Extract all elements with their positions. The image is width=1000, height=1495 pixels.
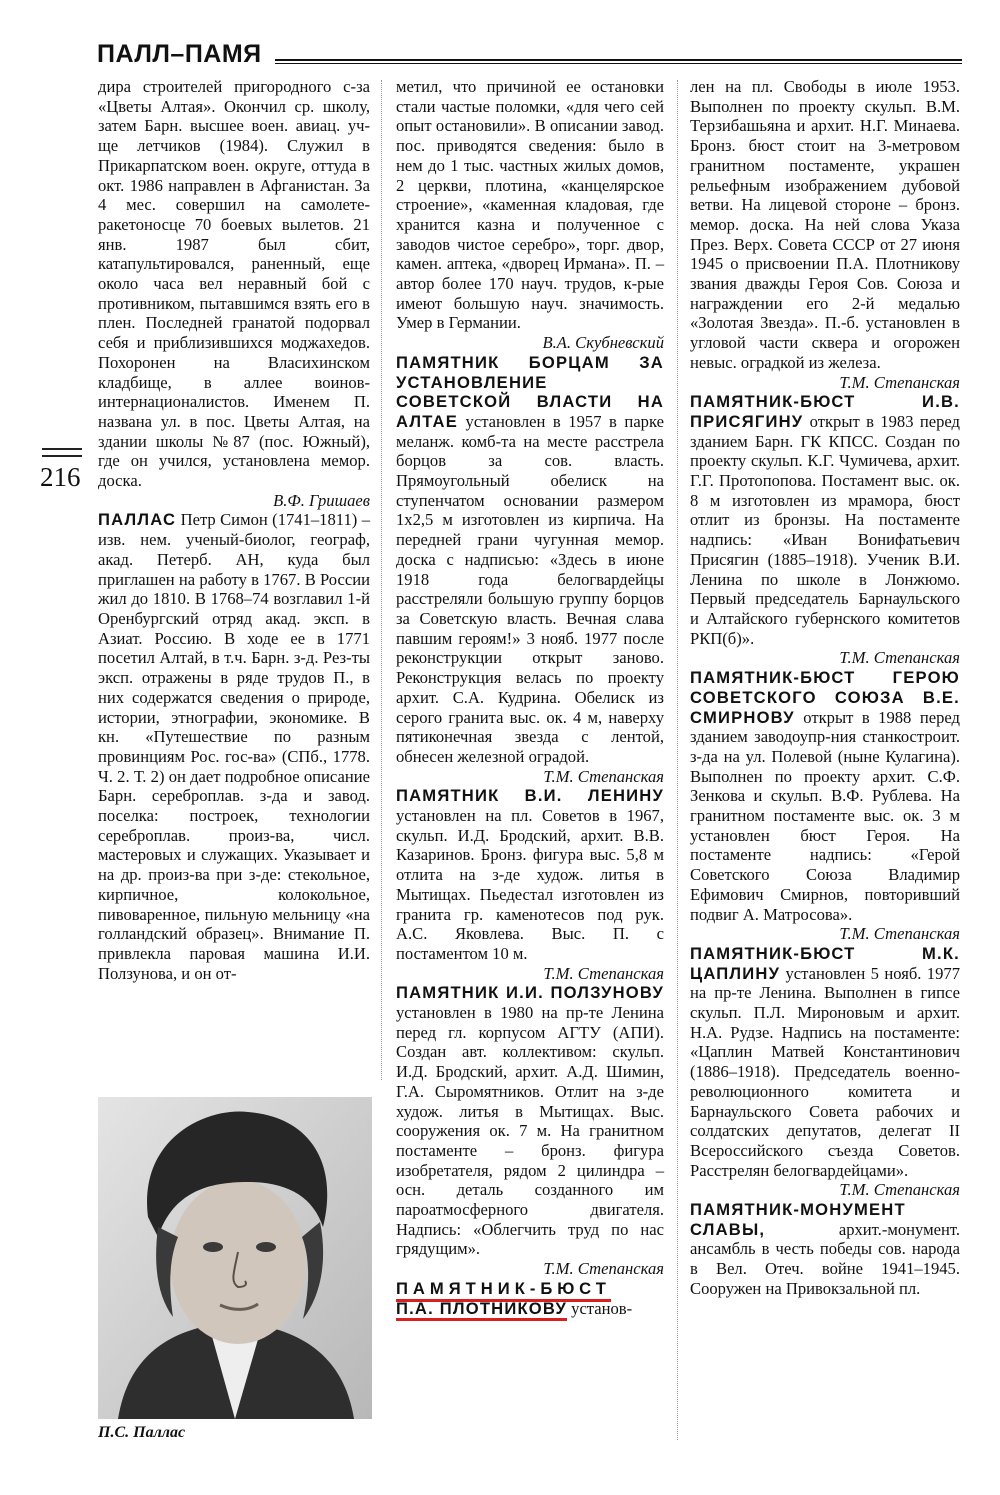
entry-heading: ПАМЯТНИК БОРЦАМ ЗА УСТАНОВЛЕНИЕ СОВЕТСКОЙ ВЛАСТИ НА АЛТАЕ <box>396 352 664 431</box>
highlighted-heading: ПАМЯТНИК-БЮСТ <box>396 1279 611 1302</box>
page-number-rule <box>42 448 82 450</box>
article-author: Т.М. Степанская <box>839 648 960 668</box>
article-monument-polzunov <box>396 983 664 1259</box>
article-bust-tsaplin <box>690 944 960 1180</box>
highlighted-heading: П.А. ПЛОТНИКОВУ <box>396 1299 567 1321</box>
article-bust-smirnov <box>690 668 960 924</box>
page-number-rule <box>42 455 82 457</box>
entry-text: открыт в 1983 перед зданием Барн. ГК КПСС. Создан по проекту скульп. К.Г. Чумичева, архит. Г.Г. Протопопова. Постамент выс. ок. 8 м изготовлен из мрамора, бюст отлит из бронзы. На постаменте надпись: «Иван Вонифатьевич Присягин (1885–1918). Ученик В.И. Ленина по школе в Лонжюмо. Первый председатель Барнаульского и Алтайского губернского комитетов РКП(б)». <box>690 411 960 648</box>
article-monument-lenin <box>396 786 664 963</box>
entry-text: Петр Симон (1741–1811) – изв. нем. ученый-биолог, географ, акад. Петерб. АН, куда был приглашен на работу в 1767. В России жил до 1810. В 1768–74 возглавил 1-й Оренбургский отряд акад. эксп. в Азиат. Россию. В ходе ее в 1771 посетил Алтай, в т.ч. Барн. з-д. Рез-ты эксп. отражены в ряде трудов П., в них содержатся сведения о природе, истории, этнографии, экономике. В кн. «Путешествие по разным провинциям Рос. гос-ва» (СПб., 1778. Ч. 2. Т. 2) он дает подробное описание Барн. сереброплав. з-да и завод. поселка: построек, технологии сереброплав. произ-ва, числ. мастеровых и служащих. Указывает и на др. произ-ва при з-де: стекольное, кирпичное, колокольное, пивоваренное, пильную мельницу «на голландский образец». Внимание П. привлекла паровая машина И.И. Ползунова, и он от- <box>98 510 371 983</box>
entry-heading: ПАМЯТНИК И.И. ПОЛЗУНОВУ <box>396 983 664 1003</box>
entry-text: установлен 5 нояб. 1977 на пр-те Ленина. Выполнен в гипсе скульп. П.Л. Мироновым и архит. Н.А. Рудзе. Надпись на постаменте: «Цаплин Матвей Константинович (1886–1918). Председатель военно-революционного комитета и Барнаульского Совета рабочих и солдатских депутатов, делегат II Всероссийского съезда Советов. Расстрелян белогвардейцами». <box>690 963 960 1180</box>
article-bust-plotnikov <box>396 1279 664 1318</box>
entry-heading: ПАМЯТНИК-МОНУМЕНТ СЛАВЫ, <box>690 1200 906 1239</box>
entry-heading: ПАМЯТНИК В.И. ЛЕНИНУ <box>396 786 664 806</box>
article-author: Т.М. Степанская <box>839 1180 960 1200</box>
article-author: Т.М. Степанская <box>543 766 664 786</box>
article-continuation: метил, что причиной ее остановки стали частые поломки, «для чего сей опыт остановили». В описании завод. пос. приводятся сведения: было в нем до 1 тыс. частных жилых домов, 2 церкви, плотина, «канцелярское строение», «каменная кладовая, где хранится казна и полученное с заводов чистое серебро», торг. двор, камен. аптека, «дворец Ирмана». П. – автор более 170 науч. трудов, к-рые имеют большую науч. значимость. Умер в Германии. <box>396 77 664 333</box>
portrait-image <box>98 1097 372 1419</box>
entry-text: установлен на пл. Советов в 1967, скульп. И.Д. Бродский, архит. В.В. Казаринов. Бронз. фигура выс. 5,8 м отлита на з-де худож. литья в Мытищах. Пьедестал изготовлен из гранита гр. каменотесов под рук. А.С. Яковлева. Выс. П. с постаментом 10 м. <box>396 806 664 963</box>
article-author: В.А. Скубневский <box>542 333 664 353</box>
entry-text: архит.-монумент. ансамбль в честь победы сов. народа в Вел. Отеч. войне 1941–1945. Сооружен на Привокзальной пл. <box>690 1219 960 1298</box>
entry-text: установлен в 1980 на пр-те Ленина перед гл. корпусом АГТУ (АПИ). Создан авт. коллективом: скульп. И.Д. Бродский, архит. А.Д. Шимин, Г.А. Сыромятников. Отлит на з-де худож. литья в Мытищах. Выс. сооружения ок. 7 м. На гранитном постаменте – бронз. фигура изобретателя, рядом 2 цилиндра – осн. деталь созданного им пароатмосферного двигателя. Надпись: «Облегчить труд по нас грядущим». <box>396 1003 664 1259</box>
article-bust-prisyagin <box>690 392 960 648</box>
entry-text: открыт в 1988 перед зданием заводоупр-ния станкостроит. з-да на ул. Полевой (ныне Кулагина). Выполнен по проекту архит. С.Ф. Зенкова и скульп. В.Ф. Рублева. На гранитном постаменте выс. ок. 3 м установлен бюст Героя. На постаменте надпись: «Герой Советского Союза Владимир Ефимович Смирнов, повторивший подвиг А. Матросова». <box>690 707 960 924</box>
header-rule <box>275 59 962 61</box>
running-header-title: ПАЛЛ–ПАМЯ <box>97 40 262 68</box>
column-2 <box>396 77 664 1318</box>
column-1 <box>98 77 370 983</box>
portrait-illustration <box>98 1097 372 1419</box>
article-author: Т.М. Степанская <box>543 1259 664 1279</box>
entry-heading: ПАМЯТНИК-БЮСТ М.К. ЦАПЛИНУ <box>690 943 960 983</box>
article-monument-fighters <box>396 353 664 767</box>
entry-heading: ПАМЯТНИК-БЮСТ ГЕРОЮ СОВЕТСКОГО СОЮЗА В.Е. СМИРНОВУ <box>690 668 960 727</box>
running-header <box>97 40 962 70</box>
article-continuation: дира строителей пригородного с-за «Цветы Алтая». Окончил ср. школу, затем Барн. высшее воен. авиац. уч-ще летчиков (1984). Служил в Прикарпатском воен. округе, оттуда в окт. 1986 направлен в Афганистан. За 4 мес. совершил на самолете-ракетоносце 70 боевых вылетов. 21 янв. 1987 был сбит, катапультировался, раненный, еще около часа вел неравный бой с противником, пытавшимся взять его в плен. Последней гранатой подорвал себя и приблизившихся моджахедов. Похоронен на Власихинском кладбище, в аллее воинов-интернационалистов. Именем П. названа ул. в пос. Цветы Алтая, на здании школы №87 (пос. Южный), где он учился, установлена мемор. доска. <box>98 77 370 491</box>
column-divider <box>381 80 382 1080</box>
page-number: 216 <box>40 462 81 492</box>
article-author: Т.М. Степанская <box>839 372 960 392</box>
entry-heading: ПАЛЛАС <box>98 510 177 530</box>
entry-text: установ- <box>571 1298 633 1318</box>
article-monument-glory <box>690 1200 960 1299</box>
article-continuation: лен на пл. Свободы в июле 1953. Выполнен по проекту скульп. В.М. Терзибашьяна и архит. Н.Г. Минаева. Бронз. бюст стоит на 3-метровом гранитном постаменте, украшен рельефным изображением дубовой ветви. На лицевой стороне – бронз. мемор. доска. На ней слова Указа През. Верх. Совета СССР от 27 июня 1945 о присвоении П.А. Плотникову звания дважды Героя Сов. Союза и награждении его 2-й медалью «Золотая Звезда». П.-б. установлен в угловой части сквера и огорожен невыс. оградкой из железа. <box>690 77 960 372</box>
article-pallas <box>98 510 370 983</box>
entry-heading: ПАМЯТНИК-БЮСТ И.В. ПРИСЯГИНУ <box>690 392 960 431</box>
entry-text: установлен в 1957 в парке меланж. комб-та на месте расстрела борцов за сов. власть. Прямоугольный обелиск на ступенчатом основании размером 1х2,5 м изготовлен из кирпича. На передней грани чугунная мемор. доска с надписью: «Здесь в июне 1918 года белогвардейцы расстреляли большую группу борцов за Советскую власть. Вечная слава павшим героям!» 3 нояб. 1977 после реконструкции открыт заново. Реконструкция велась по проекту архит. С.А. Кудрина. Обелиск из серого гранита выс. ок. 4 м, наверху пятиконечная звезда с лентой, обнесен железной оградой. <box>396 411 664 766</box>
article-author: В.Ф. Гришаев <box>273 490 370 510</box>
article-author: Т.М. Степанская <box>543 963 664 983</box>
column-3 <box>690 77 960 1299</box>
article-author: Т.М. Степанская <box>839 924 960 944</box>
header-rule-thin <box>275 63 962 64</box>
portrait-caption: П.С. Паллас <box>98 1424 186 1441</box>
column-divider <box>677 80 678 1440</box>
